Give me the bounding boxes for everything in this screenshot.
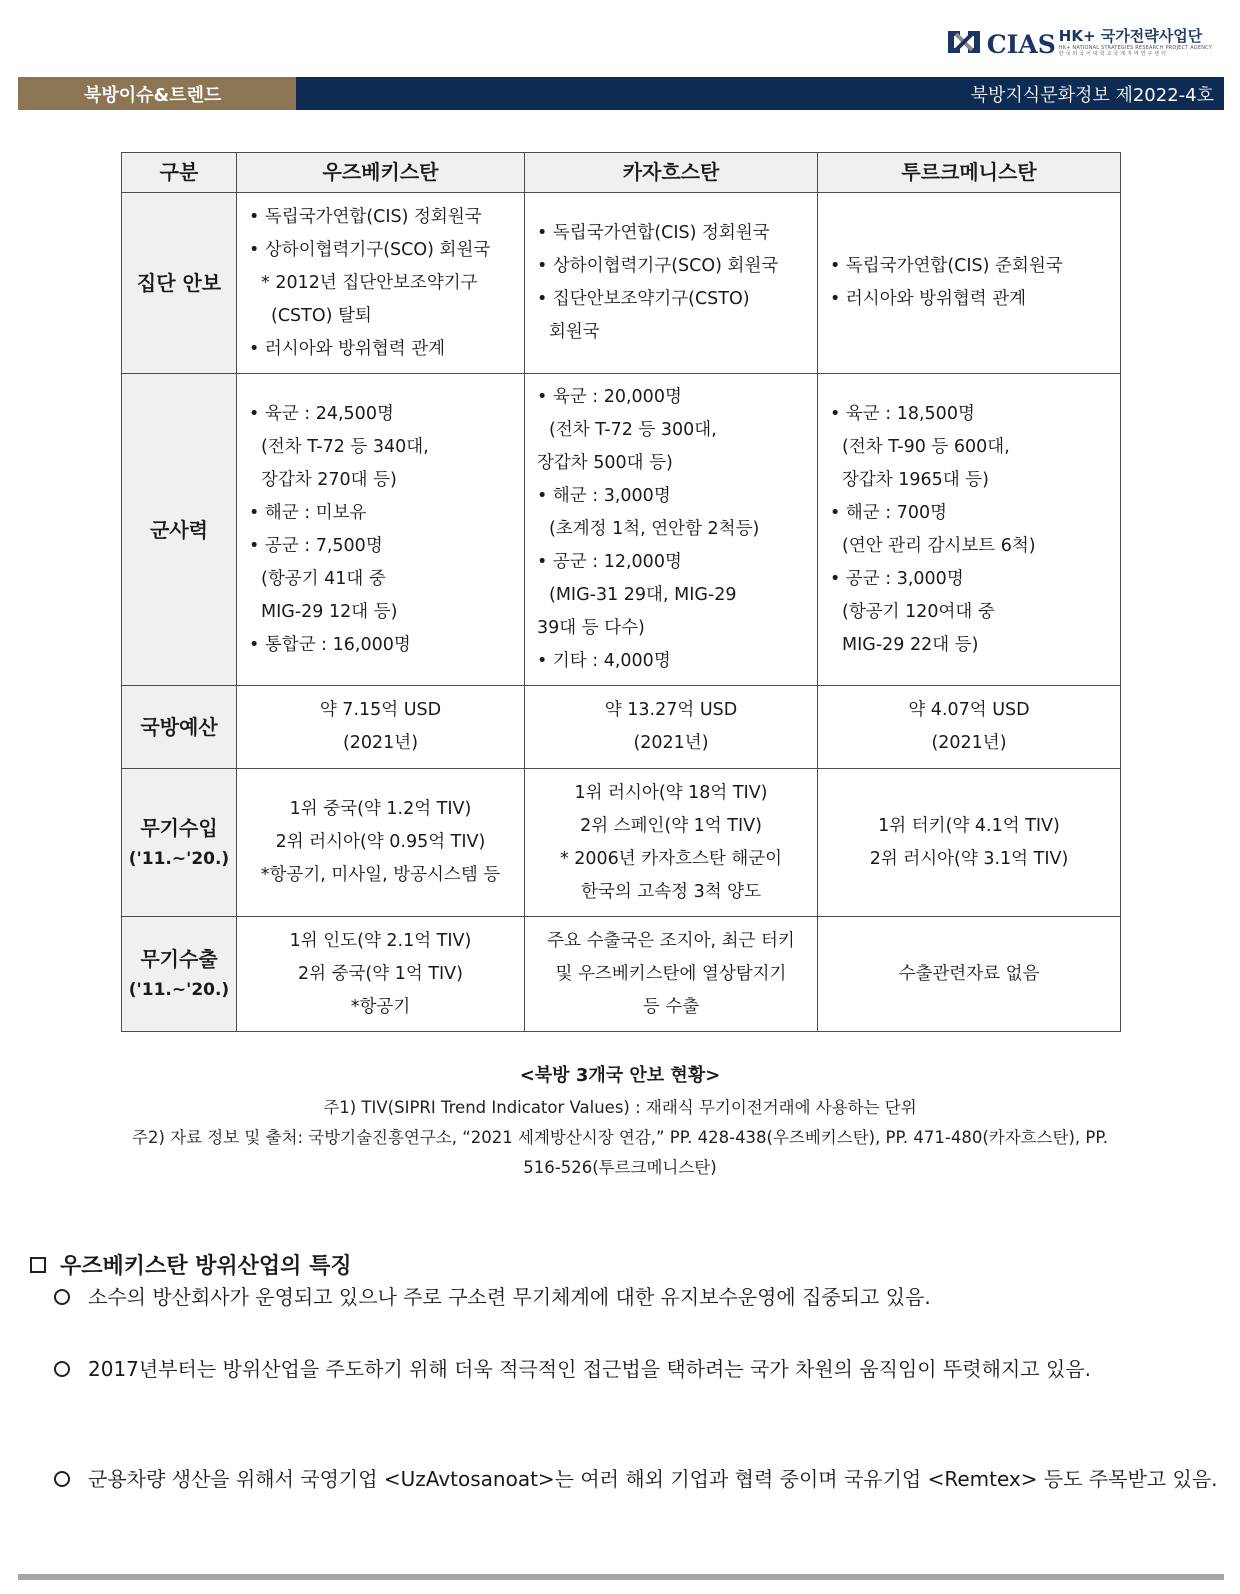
list-item: [54, 1460, 1224, 1498]
cias-logo-mark-icon: [945, 23, 983, 61]
cell-line: • 공군 : 7,500명: [249, 535, 383, 556]
table-cell: [818, 686, 1121, 769]
cell-line: • 집단안보조약기구(CSTO): [537, 289, 750, 309]
cell-line: • 공군 : 12,000명: [537, 552, 682, 572]
logo-subtitle-ko: 한 국 외 국 어 대 학 교 국 제 지 역 연 구 센 터: [1058, 50, 1167, 57]
table-row-arms-imports: [122, 769, 1121, 917]
table-row-defense-budget: [122, 686, 1121, 769]
row-label-cell: [122, 769, 237, 917]
row-sublabel: ('11.~'20.): [128, 848, 230, 869]
header-category: 북방이슈&트렌드: [18, 77, 296, 110]
row-label: 무기수입: [140, 815, 218, 840]
table-row-collective-security: [122, 193, 1121, 374]
cell-line: 장갑차 500대 등): [537, 453, 673, 473]
cell-line: 장갑차 1965대 등): [842, 469, 990, 490]
footer-divider: [18, 1574, 1224, 1580]
header-bar: [18, 77, 1224, 110]
cell-line: * 2006년 카자흐스탄 해군이: [559, 848, 783, 869]
circle-bullet-icon: [54, 1361, 70, 1377]
row-label: 무기수출: [140, 947, 218, 971]
row-label-cell: [122, 917, 237, 1032]
list-item-text: 2017년부터는 방위산업을 주도하기 위해 더욱 적극적인 접근법을 택하려는 국가 차원의 움직임이 뚜렷해지고 있음.: [88, 1357, 1091, 1381]
table-note-2: 주2) 자료 정보 및 출처: 국방기술진흥연구소, “2021 세계방산시장 연감,” PP. 428-438(우즈베키스탄), PP. 471-480(카자흐스탄), PP.: [132, 1128, 1108, 1147]
table-cell: [525, 374, 818, 686]
table-cell: [818, 374, 1121, 686]
section-heading: [30, 1249, 352, 1280]
list-item: [54, 1278, 1224, 1316]
section-title: 우즈베키스탄 방위산업의 특징: [60, 1254, 352, 1279]
cell-line: 1위 터키(약 4.1억 TIV): [878, 815, 1060, 836]
row-label: 군사력: [122, 374, 237, 686]
cell-line: • 육군 : 20,000명: [537, 387, 682, 407]
cell-line: 약 4.07억 USD: [908, 700, 1030, 720]
table-cell: [237, 769, 525, 917]
cell-line: 약 13.27억 USD: [604, 700, 738, 720]
cell-line: 등 수출: [642, 996, 700, 1017]
table-note-1: 주1) TIV(SIPRI Trend Indicator Values) : 재래식 무기이전거래에 사용하는 단위: [323, 1098, 917, 1117]
list-item-text: 소수의 방산회사가 운영되고 있으나 주로 구소련 무기체계에 대한 유지보수운영에 집중되고 있음.: [88, 1285, 931, 1309]
row-label: 국방예산: [122, 686, 237, 769]
cell-line: 2위 러시아(약 3.1억 TIV): [869, 848, 1069, 869]
cell-line: 1위 인도(약 2.1억 TIV): [289, 930, 472, 951]
table-row-military-strength: [122, 374, 1121, 686]
security-status-table: [121, 152, 1121, 1032]
cias-logo: [945, 22, 1212, 62]
cell-line: • 독립국가연합(CIS) 정회원국: [537, 223, 770, 243]
table-cell: [525, 193, 818, 374]
table-header-uzbekistan: 우즈베키스탄: [237, 153, 525, 193]
table-cell: [818, 917, 1121, 1032]
cell-line: • 통합군 : 16,000명: [249, 634, 411, 655]
cell-line: 주요 수출국은 조지아, 최근 터키: [547, 930, 795, 951]
cell-line: (전차 T-72 등 340대,: [261, 436, 429, 457]
row-sublabel: ('11.~'20.): [128, 980, 230, 1000]
circle-bullet-icon: [54, 1289, 70, 1305]
cell-line: 2위 러시아(약 0.95억 TIV): [275, 832, 486, 852]
table-header-row: [122, 153, 1121, 193]
square-bullet-icon: [30, 1257, 46, 1273]
table-cell: [818, 769, 1121, 917]
table-caption: <북방 3개국 안보 현황>: [519, 1065, 721, 1086]
cell-line: • 육군 : 18,500명: [830, 403, 975, 424]
table-cell: [237, 374, 525, 686]
cell-line: • 러시아와 방위협력 관계: [249, 338, 446, 359]
row-label: 집단 안보: [122, 193, 237, 374]
cell-line: 수출관련자료 없음: [898, 963, 1040, 984]
cell-line: (MIG-31 29대, MIG-29: [549, 585, 737, 605]
cell-line: * 2012년 집단안보조약기구: [261, 272, 478, 293]
cell-line: (초계정 1척, 연안함 2척등): [549, 519, 760, 539]
logo-title: HK+ 국가전략사업단: [1058, 26, 1203, 45]
list-item: [54, 1350, 1224, 1388]
cell-line: MIG-29 22대 등): [842, 634, 979, 655]
cell-line: • 독립국가연합(CIS) 정회원국: [249, 206, 482, 227]
table-cell: [237, 193, 525, 374]
table-header-kazakhstan: 카자흐스탄: [525, 153, 818, 193]
cell-line: (항공기 41대 중: [261, 568, 386, 589]
table-cell: [525, 686, 818, 769]
cell-line: 회원국: [549, 322, 600, 342]
cell-line: • 공군 : 3,000명: [830, 568, 964, 589]
cell-line: (2021년): [342, 733, 419, 753]
table-header-category: 구분: [122, 153, 237, 193]
cell-line: *항공기: [350, 996, 411, 1017]
table-header-turkmenistan: 투르크메니스탄: [818, 153, 1121, 193]
cell-line: 2위 스페인(약 1억 TIV): [580, 815, 762, 836]
cell-line: 1위 러시아(약 18억 TIV): [574, 782, 768, 803]
table-note-2-continued: 516-526(투르크메니스탄): [523, 1158, 717, 1177]
cell-line: • 러시아와 방위협력 관계: [830, 289, 1027, 309]
cell-line: • 해군 : 미보유: [249, 502, 367, 523]
cell-line: • 상하이협력기구(SCO) 회원국: [249, 239, 491, 260]
cell-line: • 독립국가연합(CIS) 준회원국: [830, 256, 1063, 276]
cell-line: • 기타 : 4,000명: [537, 651, 671, 671]
table-cell: [525, 917, 818, 1032]
cell-line: 39대 등 다수): [537, 618, 645, 638]
cell-line: (항공기 120여대 중: [842, 601, 995, 622]
list-item-text: 군용차량 생산을 위해서 국영기업 <UzAvtosanoat>는 여러 해외 기업과 협력 중이며 국유기업 <Remtex> 등도 주목받고 있음.: [88, 1467, 1218, 1491]
cell-line: 및 우즈베키스탄에 열상탐지기: [555, 963, 787, 984]
cell-line: (연안 관리 감시보트 6척): [842, 535, 1036, 556]
cell-line: 약 7.15억 USD: [319, 700, 442, 720]
cell-line: • 육군 : 24,500명: [249, 403, 394, 424]
table-cell: [237, 917, 525, 1032]
table-cell: [818, 193, 1121, 374]
cell-line: (2021년): [931, 733, 1007, 753]
cell-line: • 해군 : 700명: [830, 502, 948, 523]
table-cell: [237, 686, 525, 769]
cell-line: *항공기, 미사일, 방공시스템 등: [260, 865, 501, 885]
table-cell: [525, 769, 818, 917]
cell-line: 한국의 고속정 3척 양도: [581, 881, 761, 902]
cell-line: MIG-29 12대 등): [261, 601, 398, 622]
table-row-arms-exports: [122, 917, 1121, 1032]
cell-line: 장갑차 270대 등): [261, 469, 397, 490]
cell-line: 1위 중국(약 1.2억 TIV): [289, 799, 472, 819]
cell-line: • 상하이협력기구(SCO) 회원국: [537, 256, 779, 276]
circle-bullet-icon: [54, 1471, 70, 1487]
cell-line: (전차 T-90 등 600대,: [842, 436, 1010, 457]
cell-line: (전차 T-72 등 300대,: [549, 420, 717, 440]
cell-line: (CSTO) 탈퇴: [271, 305, 372, 326]
header-issue-number: 북방지식문화정보 제2022-4호: [296, 77, 1224, 110]
cell-line: • 해군 : 3,000명: [537, 486, 671, 506]
cell-line: 2위 중국(약 1억 TIV): [298, 963, 463, 984]
logo-brand: CIAS: [986, 29, 1056, 59]
logo-subtitle-en: HK+ NATIONAL STRATEGIES RESEARCH PROJECT AGENCY: [1058, 44, 1212, 51]
cell-line: (2021년): [633, 733, 709, 753]
